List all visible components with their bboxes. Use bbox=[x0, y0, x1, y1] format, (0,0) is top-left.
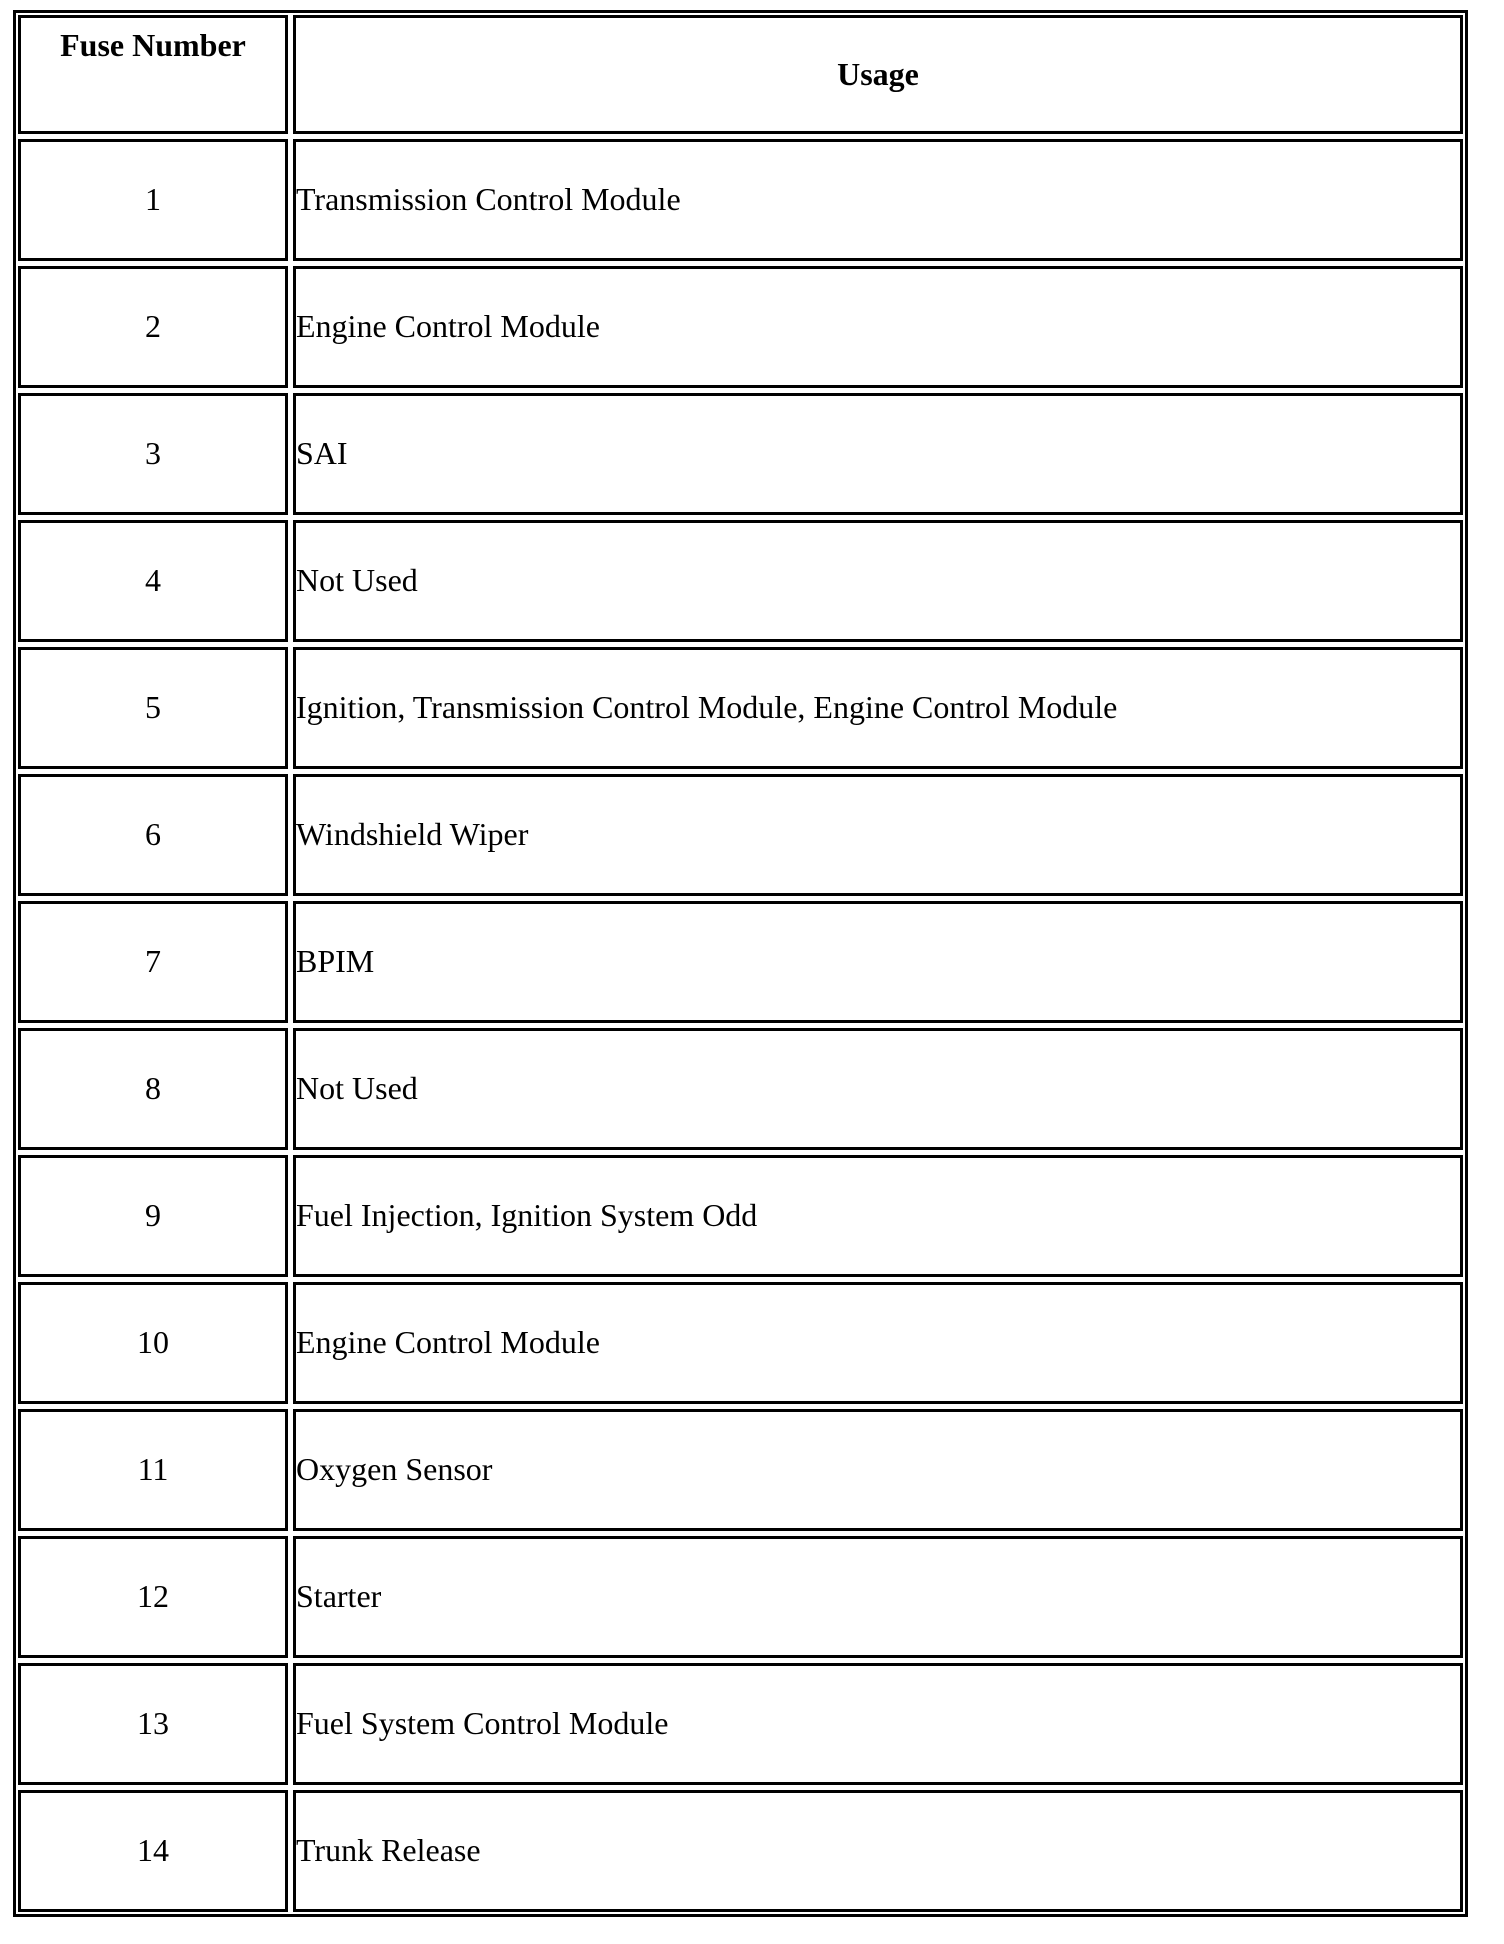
fuse-number-cell: 10 bbox=[18, 1282, 288, 1404]
table-row bbox=[18, 1663, 1463, 1785]
usage-cell: Trunk Release bbox=[293, 1790, 1463, 1912]
table-row bbox=[18, 1155, 1463, 1277]
fuse-number-cell: 8 bbox=[18, 1028, 288, 1150]
usage-cell: Engine Control Module bbox=[293, 266, 1463, 388]
fuse-number-cell: 14 bbox=[18, 1790, 288, 1912]
header-row bbox=[18, 15, 1463, 134]
fuse-number-cell: 9 bbox=[18, 1155, 288, 1277]
usage-cell: SAI bbox=[293, 393, 1463, 515]
table-row bbox=[18, 1409, 1463, 1531]
usage-cell: Ignition, Transmission Control Module, Engine Control Module bbox=[293, 647, 1463, 769]
fuse-number-cell: 12 bbox=[18, 1536, 288, 1658]
usage-cell: Transmission Control Module bbox=[293, 139, 1463, 261]
fuse-number-cell: 11 bbox=[18, 1409, 288, 1531]
fuse-number-cell: 1 bbox=[18, 139, 288, 261]
usage-cell: Oxygen Sensor bbox=[293, 1409, 1463, 1531]
header-fuse-number: Fuse Number bbox=[18, 15, 288, 134]
table-row bbox=[18, 1028, 1463, 1150]
table-row bbox=[18, 139, 1463, 261]
usage-cell: Fuel System Control Module bbox=[293, 1663, 1463, 1785]
usage-cell: Engine Control Module bbox=[293, 1282, 1463, 1404]
usage-cell: Not Used bbox=[293, 1028, 1463, 1150]
usage-cell: Not Used bbox=[293, 520, 1463, 642]
table-row bbox=[18, 647, 1463, 769]
usage-cell: Starter bbox=[293, 1536, 1463, 1658]
table-row bbox=[18, 520, 1463, 642]
fuse-table bbox=[13, 10, 1468, 1917]
fuse-table-frame bbox=[13, 10, 1468, 1917]
fuse-number-cell: 4 bbox=[18, 520, 288, 642]
table-row bbox=[18, 901, 1463, 1023]
table-row bbox=[18, 1282, 1463, 1404]
fuse-number-cell: 7 bbox=[18, 901, 288, 1023]
table-row bbox=[18, 393, 1463, 515]
fuse-number-cell: 2 bbox=[18, 266, 288, 388]
fuse-number-cell: 13 bbox=[18, 1663, 288, 1785]
table-row bbox=[18, 1536, 1463, 1658]
table-row bbox=[18, 1790, 1463, 1912]
usage-cell: BPIM bbox=[293, 901, 1463, 1023]
fuse-number-cell: 5 bbox=[18, 647, 288, 769]
header-usage: Usage bbox=[293, 15, 1463, 134]
table-row bbox=[18, 266, 1463, 388]
usage-cell: Windshield Wiper bbox=[293, 774, 1463, 896]
usage-cell: Fuel Injection, Ignition System Odd bbox=[293, 1155, 1463, 1277]
fuse-number-cell: 3 bbox=[18, 393, 288, 515]
table-row bbox=[18, 774, 1463, 896]
fuse-number-cell: 6 bbox=[18, 774, 288, 896]
